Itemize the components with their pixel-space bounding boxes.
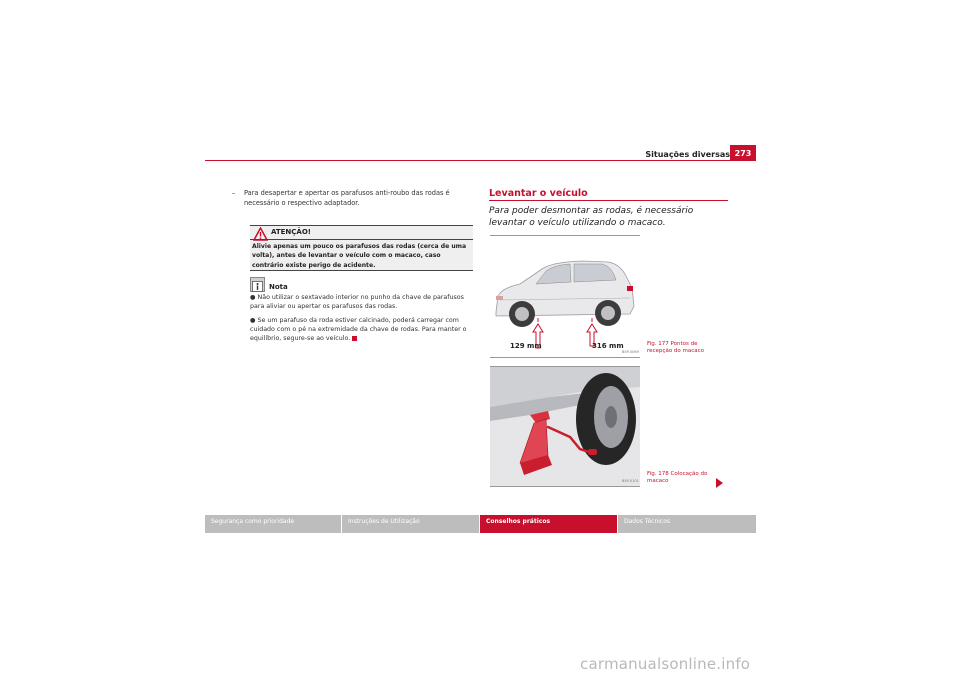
jack-illustration — [490, 367, 640, 486]
watermark: carmanualsonline.info — [580, 655, 751, 673]
note-list — [250, 293, 476, 347]
note-icon — [250, 277, 265, 292]
figure-caption: Fig. 177 Pontos de recepção do macaco — [647, 341, 705, 354]
tab-technical-data[interactable]: Dados Técnicos — [618, 515, 756, 533]
continue-arrow-icon — [716, 478, 723, 488]
figure-caption: Fig. 178 Colocação do macaco — [647, 471, 708, 484]
figure-code: B5P-0069 — [622, 350, 639, 354]
header-rule — [205, 160, 756, 161]
warning-separator — [250, 239, 473, 240]
page-number: 273 — [730, 145, 756, 161]
header-title: Situações diversas — [645, 150, 730, 159]
list-item: ● Se um parafuso da roda estiver calcinado, poderá carregar com cuidado com o pé na extremidade da chave de rodas. Para manter o equilíbrio, segure-se ao veículo. — [250, 316, 467, 343]
section-end-icon — [352, 336, 357, 341]
tab-instructions[interactable]: Instruções de Utilização — [342, 515, 479, 533]
section-rule — [489, 200, 728, 201]
figure-jack-points — [490, 235, 640, 358]
section-lead: Para poder desmontar as rodas, é necessário levantar o veículo utilizando o macaco. — [489, 206, 694, 228]
tab-safety[interactable]: Segurança como prioridade — [205, 515, 341, 533]
section-title: Levantar o veículo — [489, 188, 588, 199]
warning-heading: ATENÇÃO! — [271, 228, 311, 236]
note-heading: Nota — [269, 283, 288, 291]
tab-practical-advice[interactable]: Conselhos práticos — [480, 515, 617, 533]
measure-left-label: 129 mm — [510, 342, 542, 350]
list-item: ● Não utilizar o sextavado interior no punho da chave de parafusos para aliviar ou apertar os parafusos das rodas. — [250, 294, 464, 311]
list-dash: – — [232, 189, 236, 197]
car-side-illustration — [490, 236, 640, 357]
figure-jack-placement — [490, 366, 640, 487]
figure-code: B5P-0101 — [622, 479, 639, 483]
intro-text: Para desapertar e apertar os parafusos anti-roubo das rodas é necessário o respectivo adaptador. — [244, 189, 450, 207]
measure-right-label: 316 mm — [592, 342, 624, 350]
warning-body: Alivie apenas um pouco os parafusos das rodas (cerca de uma volta), antes de levantar o veículo com o macaco, caso contrário existe perigo de acidente. — [252, 243, 467, 269]
